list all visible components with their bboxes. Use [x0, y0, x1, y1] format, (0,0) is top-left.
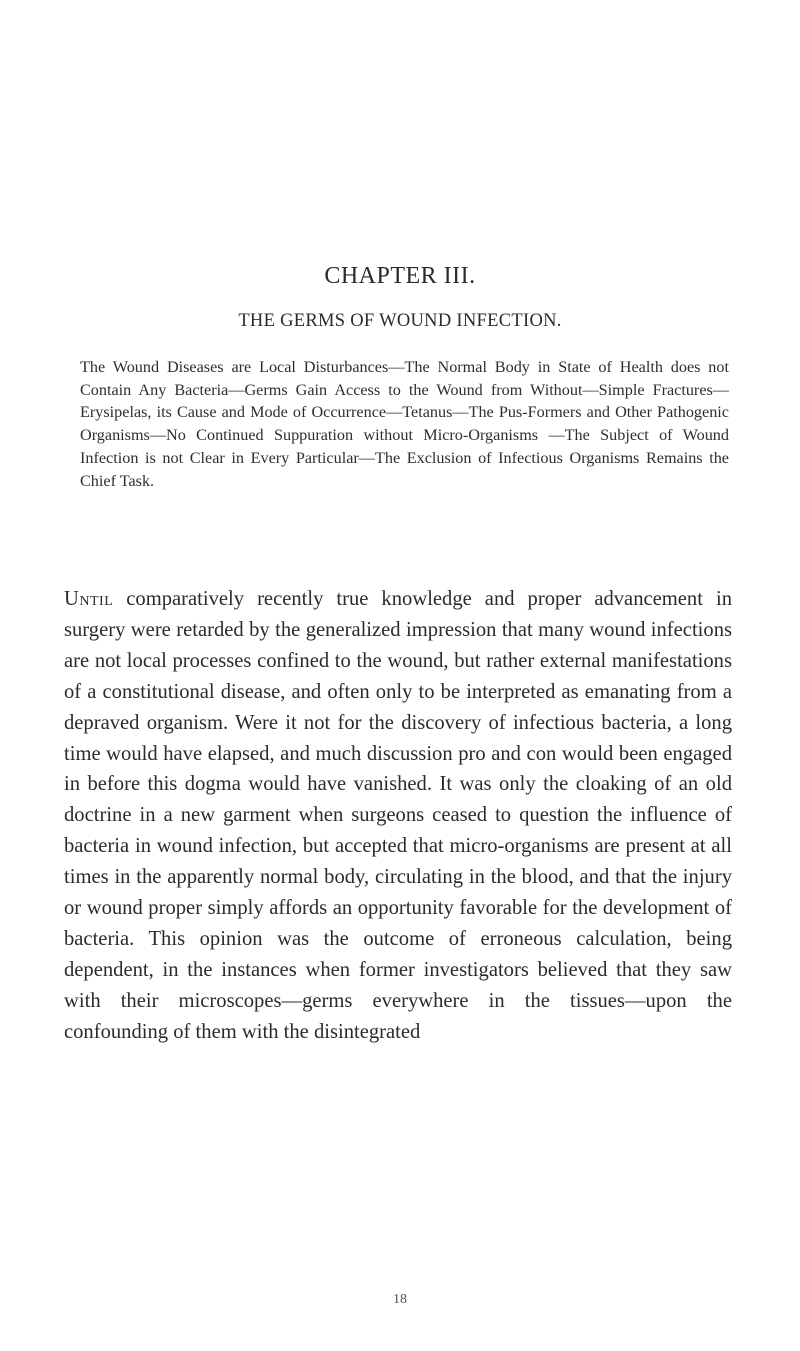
body-paragraph: [64, 584, 732, 1048]
page-number: 18: [393, 1292, 407, 1307]
chapter-heading: CHAPTER III.: [324, 263, 476, 289]
chapter-synopsis: The Wound Diseases are Local Disturbances—The Normal Body in State of Health does not Contain Any Bacteria—Germs Gain Access to the Wound from Without—Simple Fractures—Erysipelas, its Cause and Mode of Occurrence—Tetanus—The Pus-Formers and Other Pathogenic Organisms—No Continued Suppuration without Micro-Organisms —The Subject of Wound Infection is not Clear in Every Particular—The Exclusion of Infectious Organisms Remains the Chief Task.: [80, 358, 729, 490]
body-text-content: comparatively recently true knowledge and proper advancement in surgery were retarded by the generalized impression that many wound infections are not local processes confined to the wound, but rather external manifestations of a constitutional disease, and often only to be interpreted as emanating from a depraved organism. Were it not for the discovery of infectious bacteria, a long time would have elapsed, and much discussion pro and con would been engaged in before this dogma would have vanished. It was only the cloaking of an old doctrine in a new garment when surgeons ceased to question the influence of bacteria in wound infection, but accepted that micro-organisms are present at all times in the apparently normal body, circulating in the blood, and that the injury or wound proper simply affords an opportunity favorable for the development of bacteria. This opinion was the outcome of erroneous calculation, being dependent, in the instances when former investigators believed that they saw with their microscopes—germs everywhere in the tissues—upon the confounding of them with the disintegrated: [64, 588, 732, 1043]
chapter-title: THE GERMS OF WOUND INFECTION.: [238, 311, 562, 331]
lead-word: Until: [64, 588, 114, 610]
